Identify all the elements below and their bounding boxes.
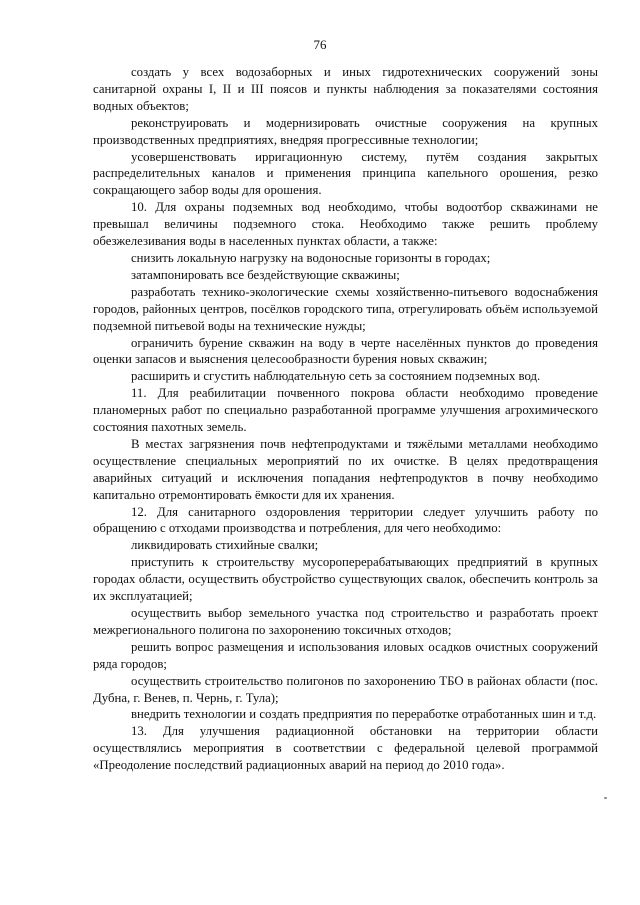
paragraph: 13. Для улучшения радиационной обстановки на территории области осуществлялись мероприятия в соответствии с федеральной целевой программой «Преодоление последствий радиационных аварий на период до 2010 года».: [93, 724, 598, 773]
paragraph: затампонировать все бездействующие скважины;: [131, 267, 400, 282]
paragraph: создать у всех водозаборных и иных гидротехнических сооружений зоны санитарной охраны I, II и III поясов и пункты наблюдения за показателями состояния водных объектов;: [93, 65, 598, 113]
paragraph: снизить локальную нагрузку на водоносные горизонты в городах;: [131, 250, 491, 265]
paragraph: разработать технико-экологические схемы хозяйственно-питьевого водоснабжения городов, районных центров, посёлков городского типа, отрегулировать объём используемой подземной питьевой воды на технические нужды;: [93, 284, 598, 333]
document-body: [93, 64, 598, 774]
paragraph: расширить и сгустить наблюдательную сеть за состоянием подземных вод.: [131, 369, 541, 384]
paragraph: 10. Для охраны подземных вод необходимо, чтобы водоотбор скважинами не превышал величины подземного стока. Необходимо также решить проблему обезжелезивания воды в населенных пунктах области, а также:: [93, 200, 598, 249]
paragraph: 11. Для реабилитации почвенного покрова области необходимо проведение планомерных работ по специально разработанной программе улучшения агрохимического состояния пахотных земель.: [93, 386, 598, 435]
page-number: 76: [313, 37, 327, 52]
paragraph: приступить к строительству мусороперерабатывающих предприятий в крупных городах области, осуществить обустройство существующих свалок, обеспечить контроль за их эксплуатацией;: [93, 555, 598, 604]
paragraph: 12. Для санитарного оздоровления территории следует улучшить работу по обращению с отходами производства и потребления, для чего необходимо:: [93, 504, 598, 536]
paragraph: реконструировать и модернизировать очистные сооружения на крупных производственных предприятиях, внедряя прогрессивные технологии;: [93, 115, 598, 147]
paragraph: внедрить технологии и создать предприятия по переработке отработанных шин и т.д.: [131, 707, 597, 722]
paragraph: ограничить бурение скважин на воду в черте населённых пунктов до проведения оценки запасов и выяснения целесообразности бурения новых скважин;: [93, 335, 598, 367]
paragraph: В местах загрязнения почв нефтепродуктами и тяжёлыми металлами необходимо осуществление специальных мероприятий по их очистке. В целях предотвращения аварийных ситуаций и исключения попадания нефтепродуктов в почву необходимо капитально отремонтировать ёмкости для их хранения.: [93, 436, 598, 502]
paragraph: решить вопрос размещения и использования иловых осадков очистных сооружений ряда городов;: [93, 639, 598, 671]
paragraph: осуществить строительство полигонов по захоронению ТБО в районах области (пос. Дубна, г. Венев, п. Чернь, г. Тула);: [93, 673, 598, 705]
paragraph: усовершенствовать ирригационную систему, путём создания закрытых распределительных каналов и применения принципа капельного орошения, резко сокращающего забор воды для орошения.: [93, 149, 598, 198]
paragraph: ликвидировать стихийные свалки;: [131, 538, 319, 553]
paragraph: осуществить выбор земельного участка под строительство и разработать проект межрегионального полигона по захоронению токсичных отходов;: [93, 606, 598, 637]
scan-speck: [604, 797, 607, 799]
